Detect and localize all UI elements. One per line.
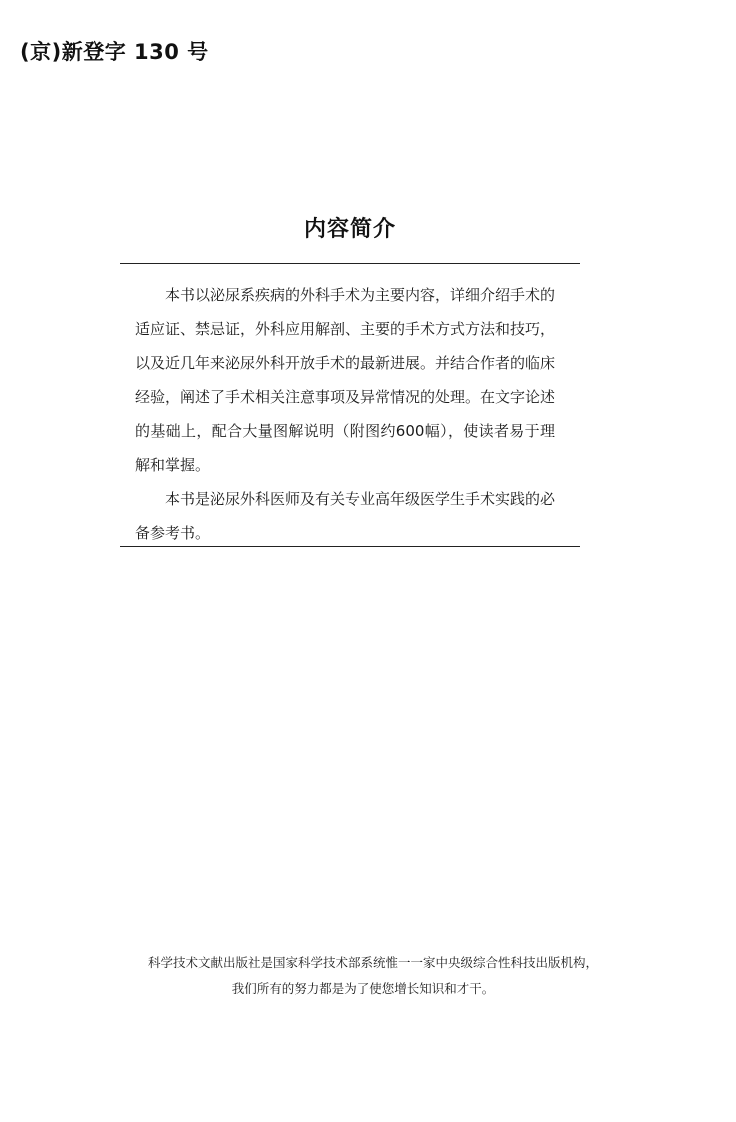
footer-line: 我们所有的努力都是为了使您增长知识和才干。	[231, 981, 495, 996]
registration-number: (京)新登字 130 号	[20, 40, 209, 64]
top-divider	[120, 263, 580, 264]
section-title: 内容简介	[303, 216, 396, 242]
summary-body	[135, 278, 555, 550]
publisher-footer	[0, 950, 736, 1002]
footer-line: 科学技术文献出版社是国家科学技术部系统惟一一家中央级综合性科技出版机构，	[147, 955, 598, 970]
bottom-divider	[120, 546, 580, 547]
summary-paragraph: 本书以泌尿系疾病的外科手术为主要内容，详细介绍手术的适应证、禁忌证，外科应用解剖、主要的手术方式方法和技巧，以及近几年来泌尿外科开放手术的最新进展。并结合作者的临床经验，阐述了手术相关注意事项及异常情况的处理。在文字论述的基础上，配合大量图解说明（附图约600幅），使读者易于理解和掌握。	[135, 286, 556, 474]
summary-paragraph: 本书是泌尿外科医师及有关专业高年级医学生手术实践的必备参考书。	[135, 490, 556, 542]
